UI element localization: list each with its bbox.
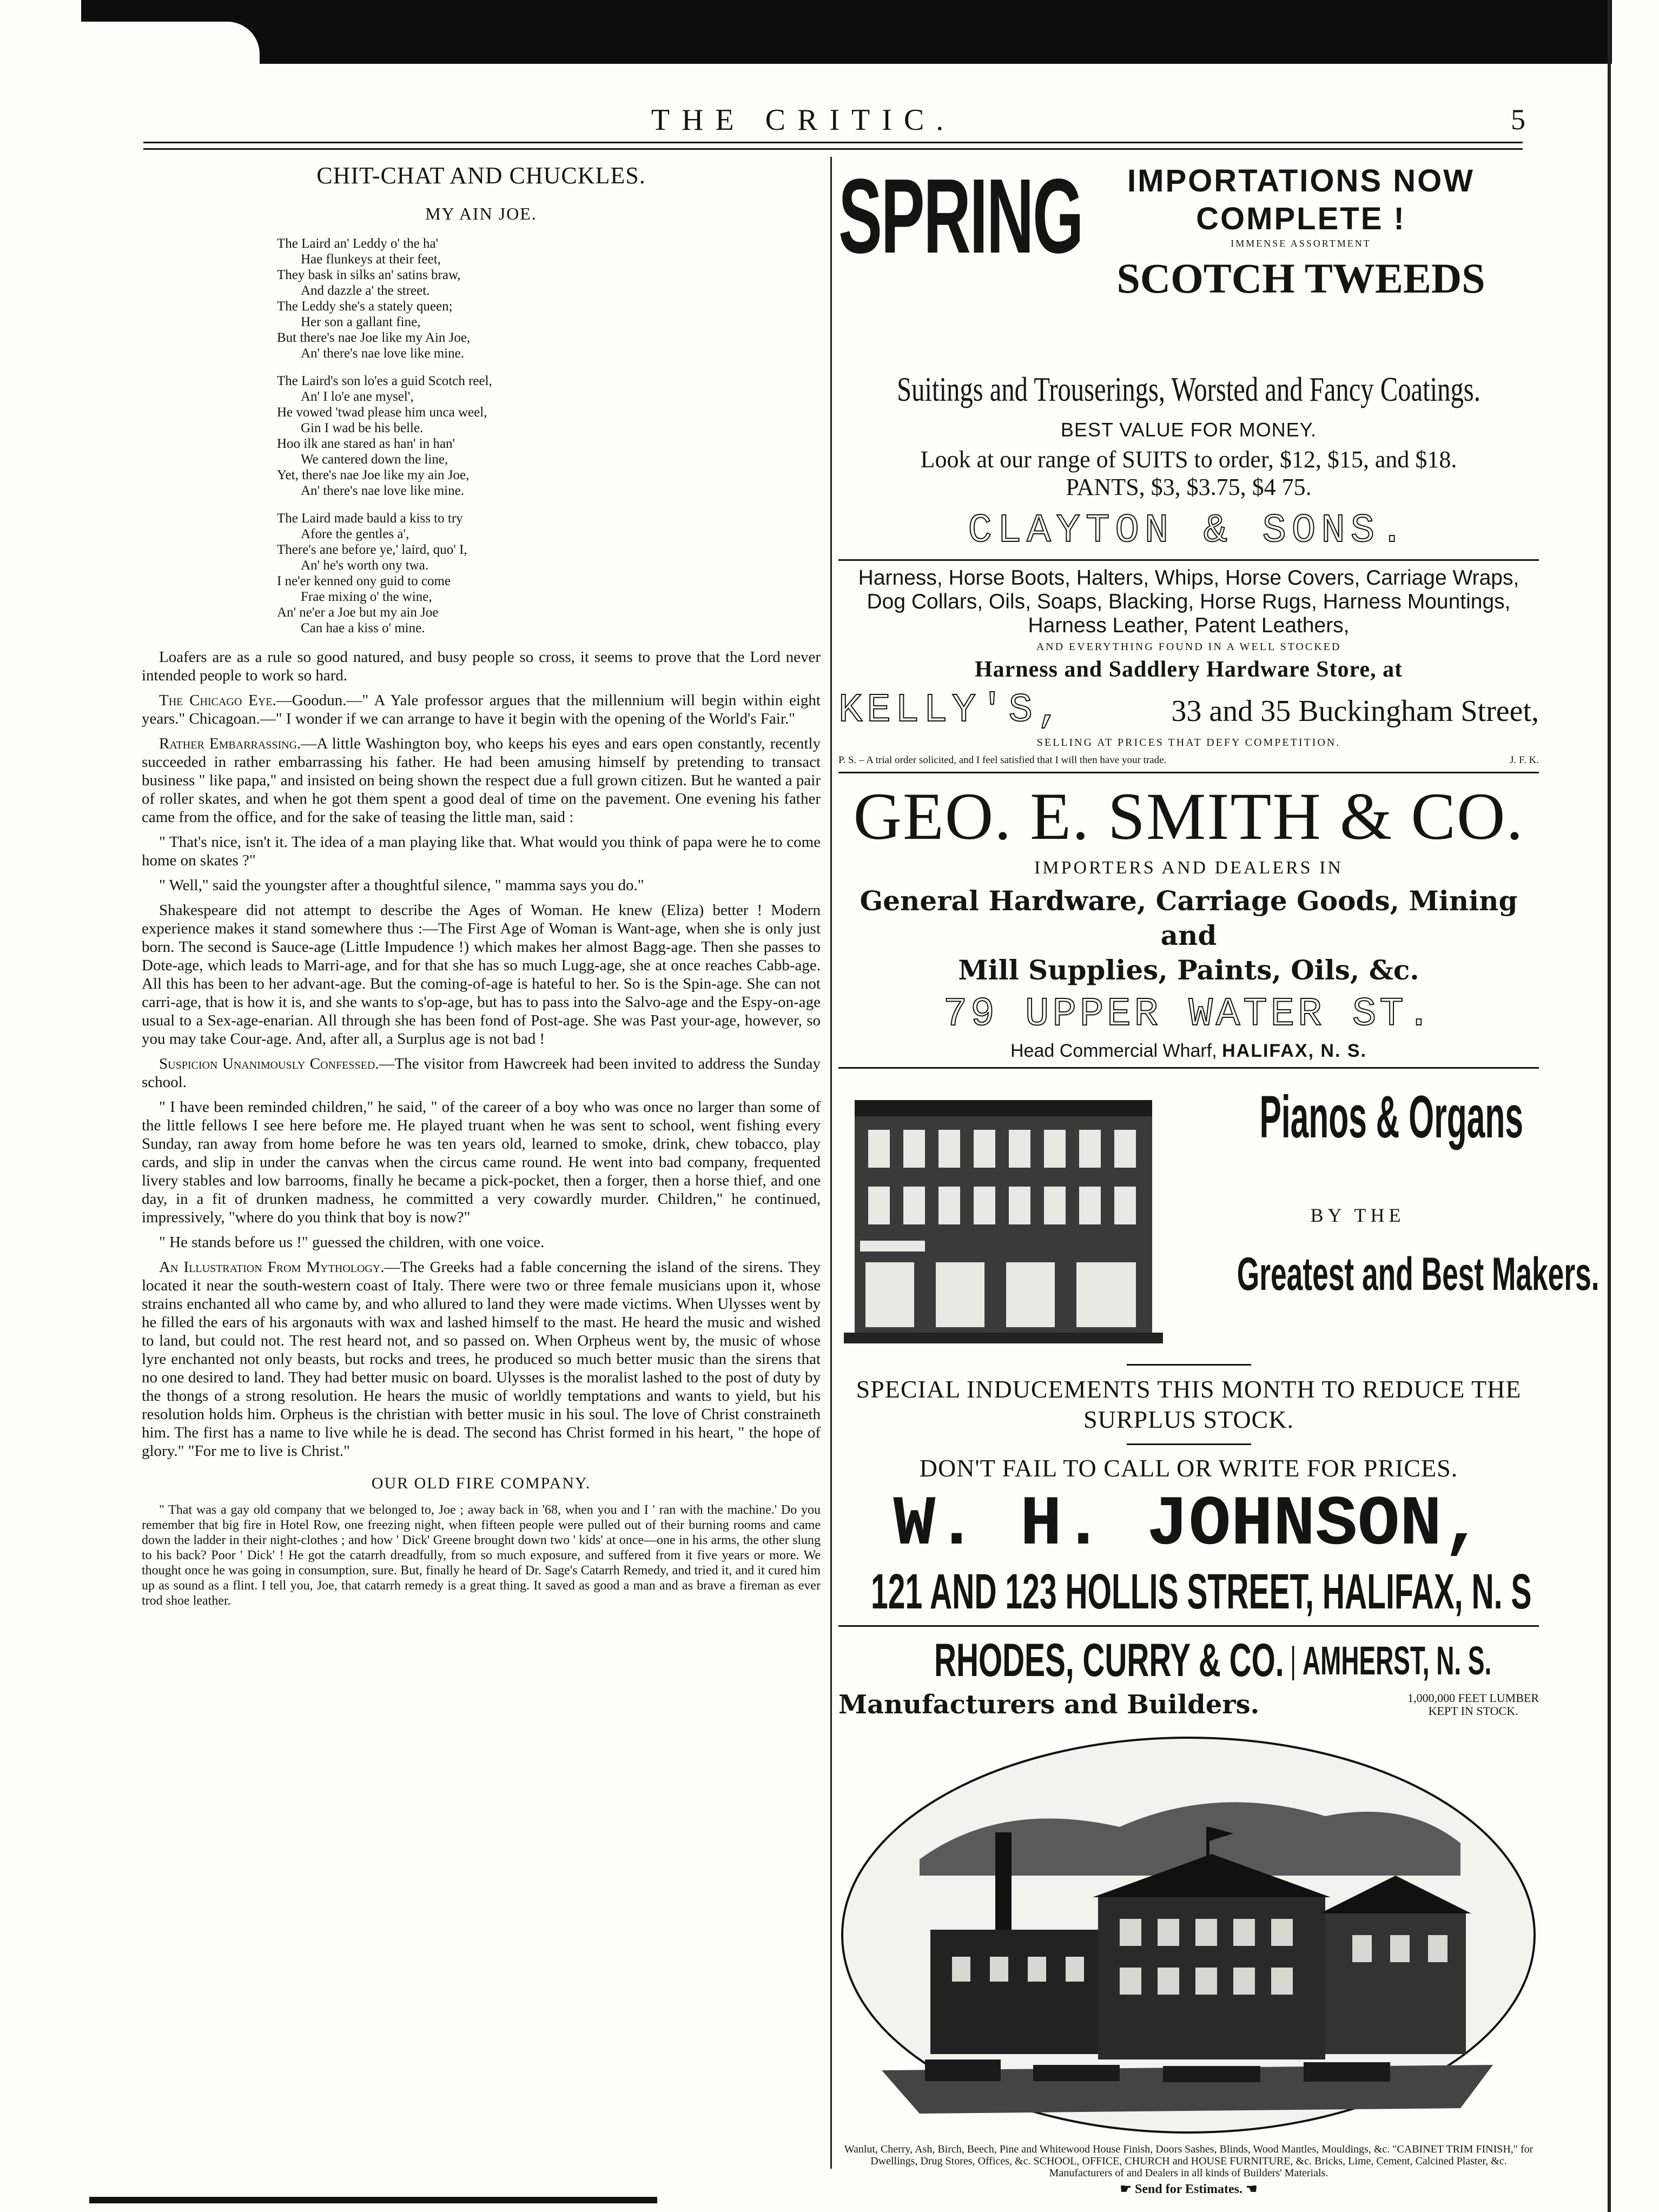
poem-stanza — [277, 511, 821, 636]
special-inducements: SPECIAL INDUCEMENTS THIS MONTH TO REDUCE THE SURPLUS STOCK. — [856, 1375, 1522, 1433]
rhodes-fine-print: Wanlut, Cherry, Ash, Birch, Beech, Pine and Whitewood House Finish, Doors Sashes, Blinds, Wood Mantles, Mouldings, &c. "CABINET TRIM FINISH," for Dwellings, Drug Stores, Offices, &c. SCHOOL, OFFICE, CHURCH and HOUSE FURNITURE, &c. Bricks, Lime, Cement, Calcined Plaster, &c. Manufacturers of and Dealers in all kinds of Builders' Materials. — [844, 2143, 1534, 2179]
importations-line-1: IMPORTATIONS NOW — [1127, 163, 1475, 198]
bottom-rule — [89, 2197, 657, 2203]
poem-stanza — [277, 236, 821, 361]
kellys-name: KELLY'S, — [838, 688, 1066, 733]
suitings-line: Suitings and Trouserings, Worsted and Fancy Coatings. — [897, 370, 1480, 408]
paragraph-fire-company: " That was a gay old company that we belonged to, Joe ; away back in '68, when you and I ' ran with the machine.' Do you remember that big fire in Hotel Row, one freezing night, when fifteen people were pulled out of their burning rooms and came down the ladder in their night-clothes ; and how ' Dick' Greene brought down two ' kids' at once—one in his arms, the other slung to his back? Poor ' Dick' ! He got the catarrh dreadfully, from so much exposure, and suffered from it five years or more. We thought once he was going in consumption, sure. But, finally he heard of Dr. Sage's Catarrh Remedy, and tried it, and it cured him up as sound as a flint. I tell you, Joe, that catarrh remedy is a great thing. It saved as good a man and as brave a fireman as ever trod shoe leather. — [142, 1503, 821, 1608]
poem-line: Hoo ilk ane stared as han' in han' — [277, 436, 455, 451]
right-column — [838, 157, 1599, 2197]
poem-line: Can hae a kiss o' mine. — [301, 621, 425, 635]
poem-line: An' I lo'e ane mysel', — [301, 389, 414, 404]
lumber-stock — [1407, 1692, 1539, 1718]
masthead — [81, 103, 1525, 141]
everything-found: AND EVERYTHING FOUND IN A WELL STOCKED — [1036, 641, 1341, 653]
suits-prices: Look at our range of SUITS to order, $12, $15, and $18. — [920, 446, 1457, 473]
rhodes-curry-name: RHODES, CURRY & CO. — [934, 1634, 1284, 1686]
poem-line: And dazzle a' the street. — [301, 283, 430, 298]
postscript-sign: J. F. K. — [1510, 754, 1539, 766]
section-title: CHIT-CHAT AND CHUCKLES. — [316, 162, 646, 189]
kellys-address-line — [838, 688, 1539, 733]
lumber-line-1: 1,000,000 FEET LUMBER — [1407, 1691, 1539, 1705]
poem-line: But there's nae Joe like my Ain Joe, — [277, 330, 471, 345]
factory-illustration — [838, 1735, 1539, 2135]
harness-list: Harness, Horse Boots, Halters, Whips, Horse Covers, Carriage Wraps, Dog Collars, Oils, Soaps, Blacking, Horse Rugs, Harness Mountings, Harness Leather, Patent Leathers, — [858, 566, 1519, 637]
piano-store-illustration — [844, 1078, 1163, 1343]
poem-line: The Leddy she's a stately queen; — [277, 299, 453, 314]
paragraph-well: " Well," said the youngster after a thoughtful silence, " mamma says you do." — [159, 877, 644, 894]
poem-title: MY AIN JOE. — [425, 204, 537, 223]
johnson-advert — [838, 1074, 1599, 1355]
top-black-band — [81, 0, 1612, 64]
postscript-text: P. S. – A trial order solicited, and I feel satisfied that I will then have your trade. — [838, 754, 1167, 766]
amherst-ns: AMHERST, N. S. — [1302, 1638, 1491, 1683]
divider — [838, 1067, 1539, 1069]
short-divider — [1127, 1443, 1251, 1445]
dont-fail-line: DON'T FAIL TO CALL OR WRITE FOR PRICES. — [919, 1454, 1458, 1482]
poem-line: Her son a gallant fine, — [301, 315, 421, 329]
paragraph-chicago — [142, 691, 821, 728]
poem-line: We cantered down the line, — [301, 452, 448, 467]
poem-line: Yet, there's nae Joe like my ain Joe, — [277, 468, 470, 482]
selling-at-prices: SELLING AT PRICES THAT DEFY COMPETITION. — [1036, 737, 1341, 749]
manufacturers-row — [838, 1690, 1539, 1720]
spring-headline: SPRING — [838, 157, 1083, 275]
upper-water-street: 79 UPPER WATER ST. — [943, 992, 1435, 1037]
poem-line: Frae mixing o' the wine, — [301, 590, 432, 604]
importations-line-2: COMPLETE ! — [1196, 201, 1406, 236]
harness-store: Harness and Saddlery Hardware Store, at — [974, 657, 1403, 682]
paragraph-thats-nice: " That's nice, isn't it. The idea of a man playing like that. What would you think of papa were he to come home on skates ?" — [142, 833, 821, 869]
poem-line: Afore the gentles a', — [301, 527, 409, 541]
importations-heading — [1066, 162, 1536, 238]
top-band-notch — [81, 22, 260, 65]
paragraph-loafers: Loafers are as a rule so good natured, and busy people so cross, it seems to prove that the Lord never intended people to work so hard. — [142, 648, 821, 684]
separator: | — [1289, 1639, 1297, 1681]
head-wharf-text: Head Commercial Wharf, — [1010, 1041, 1217, 1061]
lead-chicago: The Chicago Eye. — [159, 692, 276, 709]
clayton-sons: CLAYTON & SONS. — [968, 508, 1410, 554]
text-embarrassing: —A little Washington boy, who keeps his eyes and ears open constantly, recently succeeded in rather embarrassing his father. He had been amusing himself by pretending to transact business " like papa," and insisted on being shown the respect due a full grown citizen. But he wanted a pair of roller skates, and when he got them spent a good deal of time on the pavement. One evening his father came from the office, and for the sake of teasing the little man, said : — [142, 735, 821, 826]
importers-line: IMPORTERS AND DEALERS IN — [1034, 858, 1343, 878]
paragraph-stands: " He stands before us !" guessed the children, with one voice. — [159, 1234, 545, 1251]
poem-line: An' there's nae love like mine. — [301, 484, 464, 498]
wh-johnson-name: W. H. JOHNSON, — [893, 1486, 1484, 1565]
poem-line: The Laird an' Leddy o' the ha' — [277, 236, 439, 251]
greatest-best-makers: Greatest and Best Makers. — [1237, 1248, 1599, 1300]
lead-mythology: An Illustration From Mythology. — [159, 1259, 385, 1276]
best-value: BEST VALUE FOR MONEY. — [1060, 419, 1317, 441]
clayton-advert — [838, 157, 1539, 368]
lead-suspicion: Suspicion Unanimously Confessed. — [159, 1055, 379, 1072]
text-suspicion: —The visitor from Hawcreek had been invited to address the Sunday school. — [142, 1055, 821, 1091]
poem-stanza — [277, 373, 821, 499]
rhodes-advert — [838, 1634, 1539, 2197]
scotch-tweeds: SCOTCH TWEEDS — [1116, 255, 1485, 302]
left-column — [142, 162, 821, 1615]
manufacturers-builders: Manufacturers and Builders. — [838, 1690, 1260, 1720]
hollis-address: 121 AND 123 HOLLIS STREET, HALIFAX, N. S — [871, 1564, 1532, 1619]
paragraph-reminded: " I have been reminded children," he said, " of the career of a boy who was once no larger than some of the little fellows I see here before me. He played truant when he was sent to school, went fishing every Sunday, ran away from home before he was ten years old, learned to smoke, drink, chew tobacco, play cards, and slip in under the canvas when the circus came round. He went into bad company, frequented livery stables and low barrooms, finally he became a pick-pocket, then a forger, then a horse thief, and one day, in a fit of drunken madness, he committed a very cowardly murder. Children," he continued, impressively, "where do you think that boy is now?" — [142, 1098, 821, 1226]
pants-prices: PANTS, $3, $3.75, $4 75. — [1066, 474, 1312, 500]
poem — [277, 236, 821, 636]
poem-line: They bask in silks an' satins braw, — [277, 268, 461, 282]
lumber-line-2: KEPT IN STOCK. — [1428, 1704, 1518, 1718]
paragraph-mythology — [142, 1258, 821, 1460]
by-the: BY THE — [1310, 1204, 1405, 1226]
divider — [838, 559, 1539, 561]
masthead-rule — [143, 142, 1523, 150]
send-for-estimates: ☛ Send for Estimates. ☚ — [1120, 2182, 1258, 2196]
short-divider — [1127, 1364, 1251, 1366]
page-edge-line — [1608, 0, 1611, 2212]
pianos-organs: Pianos & Organs — [1259, 1084, 1523, 1150]
head-wharf-line — [838, 1041, 1539, 1062]
poem-line: Gin I wad be his belle. — [301, 421, 424, 435]
general-hardware-1: General Hardware, Carriage Goods, Mining and — [860, 885, 1518, 951]
divider — [838, 1625, 1539, 1627]
column-divider — [830, 157, 832, 2169]
divider — [838, 772, 1539, 773]
paragraph-embarrassing — [142, 734, 821, 826]
kellys-advert — [838, 566, 1539, 766]
poem-line: I ne'er kenned ony guid to come — [277, 574, 451, 588]
poem-line: There's ane before ye,' laird, quo' I, — [277, 542, 467, 557]
immense-assortment: IMMENSE ASSORTMENT — [1231, 238, 1371, 249]
poem-line: An' ne'er a Joe but my ain Joe — [277, 605, 439, 620]
general-hardware-2: Mill Supplies, Paints, Oils, &c. — [958, 954, 1419, 986]
rhodes-header — [838, 1634, 1539, 1686]
paragraph-shakespeare: Shakespeare did not attempt to describe the Ages of Woman. He knew (Eliza) better ! Modern experience makes it stand somewhere thus :—The First Age of Woman is Want-age, when she is only just born. The second is Sauce-age (Little Impudence !) which makes her almost Bagg-age. Then she passes to Dote-age, which leads to Marri-age, and for that she has so much Lugg-age, she at once reaches Cabb-age. All this has been to her advant-age. But the coming-of-age is hateful to her. So is the Spin-age. She can not carri-age, that is how it is, and she wants to s'op-age, but has to pass into the Salvo-age and the Espy-on-age usual to a Sex-age-enarian. All through she has been fond of Post-age. She was Past your-age, however, so you may take Cour-age. And, after all, a Surplus age is not bad ! — [142, 902, 821, 1048]
halifax-ns: HALIFAX, N. S. — [1222, 1041, 1367, 1061]
poem-line: He vowed 'twad please him unca weel, — [277, 405, 487, 420]
poem-line: Hae flunkeys at their feet, — [301, 252, 441, 267]
kellys-address: 33 and 35 Buckingham Street, — [1171, 694, 1539, 728]
text-mythology: —The Greeks had a fable concerning the island of the sirens. They located it near the south-western coast of Italy. There were two or three female musicians upon it, whose strains enchanted all who came by, and who allured to land they were made victims. When Ulysses went by he filled the ears of his argonauts with wax and lashed himself to the mast. He heard the music and wished to land, but could not. The rest heard not, and so passed on. When Orpheus went by, the music of whose lyre enchanted not only beasts, but rocks and trees, he produced so much better music than the sirens that no one desired to land. They had better music on board. Ulysses is the moralist lashed to the post of duty by the thongs of a strong resolution. He hears the music of worldly temptations and wants to yield, but his resolution holds him. Orpheus is the christian with better music in his soul. The love of Christ constraineth him. The first has a name to live while he is dead. The second has Christ formed in his heart, " the hope of glory." "For me to live is Christ." — [142, 1259, 821, 1460]
poem-line: An' there's nae love like mine. — [301, 346, 464, 361]
geo-smith-name: GEO. E. SMITH & CO. — [853, 779, 1524, 853]
poem-line: The Laird's son lo'es a guid Scotch reel, — [277, 374, 492, 388]
text-chicago: —Goodun.—" A Yale professor argues that the millennium will begin within eight years." Chicagoan.—" I wonder if we can arrange to have it begin with the opening of the World's Fair." — [142, 692, 821, 727]
paragraph-suspicion — [142, 1055, 821, 1091]
lead-embarrassing: Rather Embarrassing. — [159, 735, 301, 752]
postscript — [838, 754, 1539, 766]
smith-advert — [838, 779, 1539, 1062]
fire-company-title: OUR OLD FIRE COMPANY. — [371, 1474, 591, 1492]
poem-line: The Laird made bauld a kiss to try — [277, 511, 463, 526]
page-number: 5 — [1511, 103, 1525, 136]
poem-line: An' he's worth ony twa. — [301, 558, 429, 573]
masthead-title: THE CRITIC. — [651, 103, 956, 137]
